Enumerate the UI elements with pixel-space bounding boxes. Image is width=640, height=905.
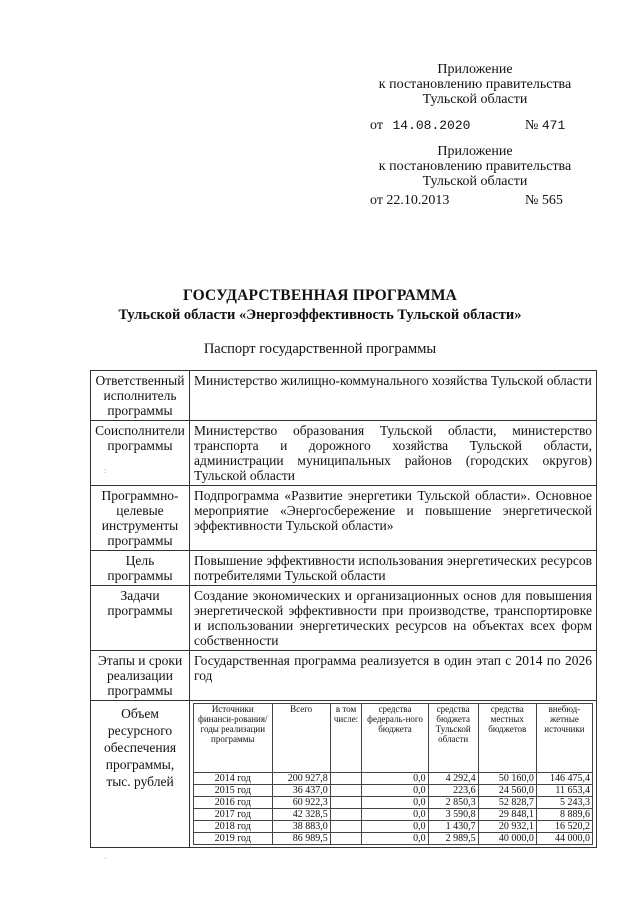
finance-cell-total: 38 883,0 (272, 821, 330, 833)
finance-row (194, 797, 593, 809)
finance-cell-empty (330, 785, 362, 797)
scan-mark: · (104, 854, 107, 863)
finance-cell-reg: 223,6 (428, 785, 478, 797)
finance-cell-empty (330, 809, 362, 821)
program-title: ГОСУДАРСТВЕННАЯ ПРОГРАММА (182, 287, 458, 304)
date-new: 14.08.2020 (392, 118, 471, 133)
finance-cell-loc: 50 160,0 (478, 773, 536, 785)
finance-row (194, 833, 593, 845)
decree-new-line (370, 118, 580, 134)
finance-cell-year: 2016 год (194, 797, 273, 809)
passport-label: Этапы и сроки реализации программы (91, 651, 190, 701)
date-new-prefix: от (370, 118, 383, 133)
passport-value: Подпрограмма «Развитие энергетики Тульской области». Основное мероприятие «Энергосбережение и повышение энергетической эффективности Тульской области» (190, 486, 597, 551)
finance-cell-reg: 1 430,7 (428, 821, 478, 833)
finance-cell-fed: 0,0 (362, 773, 428, 785)
finance-cell-total: 86 989,5 (272, 833, 330, 845)
finance-cell-year: 2015 год (194, 785, 273, 797)
finance-cell-fed: 0,0 (362, 833, 428, 845)
finance-cell-fed: 0,0 (362, 785, 428, 797)
passport-heading: Паспорт государственной программы (203, 341, 437, 357)
appendix-old (370, 144, 580, 189)
finance-cell-empty (330, 797, 362, 809)
finance-row (194, 809, 593, 821)
program-subtitle: Тульской области «Энергоэффективность Тульской области» (118, 307, 522, 323)
appendix-old-line: Приложение (437, 144, 513, 159)
decree-new-number (525, 118, 565, 134)
passport-row (91, 421, 597, 486)
passport-row (91, 586, 597, 651)
finance-cell-empty (330, 833, 362, 845)
finance-header-row (194, 704, 593, 773)
finance-cell-ext: 5 243,3 (536, 797, 592, 809)
finance-header: средства бюджета Тульской области (428, 704, 478, 773)
finance-cell-loc: 40 000,0 (478, 833, 536, 845)
scan-mark: : (104, 466, 107, 475)
finance-cell-year: 2019 год (194, 833, 273, 845)
appendix-new-line: Приложение (437, 62, 513, 77)
finance-cell-ext: 146 475,4 (536, 773, 592, 785)
finance-cell-fed: 0,0 (362, 809, 428, 821)
finance-cell-year: 2014 год (194, 773, 273, 785)
finance-cell-loc: 20 932,1 (478, 821, 536, 833)
date-old: от 22.10.2013 (370, 193, 450, 208)
passport-label: Задачи программы (91, 586, 190, 651)
passport-value: Министерство образования Тульской области, министерство транспорта и дорожного хозяйства Тульской области, администрации муниципальных районов (городских округов) Тульской области (190, 421, 597, 486)
finance-row (194, 821, 593, 833)
finance-cell-year: 2018 год (194, 821, 273, 833)
appendix-old-line: Тульской области (422, 174, 528, 189)
finance-header: средства местных бюджетов (478, 704, 536, 773)
passport-row (91, 551, 597, 586)
finance-cell-reg: 2 989,5 (428, 833, 478, 845)
appendix-new (370, 62, 580, 107)
finance-header: Источники финанси-рования/ годы реализации программы (194, 704, 273, 773)
finance-cell-ext: 44 000,0 (536, 833, 592, 845)
passport-table (90, 370, 597, 848)
passport-row-finance (91, 701, 597, 848)
num-old: № 565 (525, 193, 563, 208)
finance-header: средства федераль-ного бюджета (362, 704, 428, 773)
finance-cell-reg: 4 292,4 (428, 773, 478, 785)
finance-cell-total: 36 437,0 (272, 785, 330, 797)
finance-body (194, 773, 593, 845)
passport-row (91, 371, 597, 421)
finance-cell-total: 200 927,8 (272, 773, 330, 785)
finance-cell-ext: 8 889,6 (536, 809, 592, 821)
finance-cell-ext: 16 520,2 (536, 821, 592, 833)
passport-value: Создание экономических и организационных основ для повышения энергетической эффективности при производстве, транспортировке и использовании энергетических ресурсов на объектах всех форм собственности (190, 586, 597, 651)
appendix-new-line: Тульской области (422, 92, 528, 107)
passport-label: Соисполнители программы (91, 421, 190, 486)
finance-cell-reg: 3 590,8 (428, 809, 478, 821)
passport-value: Министерство жилищно-коммунального хозяйства Тульской области (190, 371, 597, 421)
passport-label: Программно-целевые инструменты программы (91, 486, 190, 551)
passport-value: Повышение эффективности использования энергетических ресурсов потребителями Тульской области (190, 551, 597, 586)
finance-cell-ext: 11 653,4 (536, 785, 592, 797)
passport-label: Цель программы (91, 551, 190, 586)
finance-row (194, 785, 593, 797)
finance-cell-loc: 52 828,7 (478, 797, 536, 809)
finance-cell-loc: 24 560,0 (478, 785, 536, 797)
passport-row (91, 486, 597, 551)
appendix-old-line: к постановлению правительства (378, 159, 572, 174)
finance-cell (190, 701, 597, 848)
num-new: 471 (541, 118, 566, 133)
passport-label: Объем ресурсного обеспечения программы, тыс. рублей (91, 701, 190, 848)
finance-cell-loc: 29 848,1 (478, 809, 536, 821)
appendix-new-line: к постановлению правительства (378, 77, 572, 92)
finance-cell-year: 2017 год (194, 809, 273, 821)
num-new-prefix: № (525, 118, 539, 133)
passport-value: Государственная программа реализуется в один этап с 2014 по 2026 год (190, 651, 597, 701)
finance-cell-fed: 0,0 (362, 821, 428, 833)
finance-cell-empty (330, 773, 362, 785)
finance-table (193, 703, 593, 845)
finance-header: в том числе: (330, 704, 362, 773)
finance-cell-total: 42 328,5 (272, 809, 330, 821)
decree-old-line (370, 193, 580, 209)
passport-row (91, 651, 597, 701)
finance-cell-empty (330, 821, 362, 833)
finance-cell-fed: 0,0 (362, 797, 428, 809)
finance-cell-total: 60 922,3 (272, 797, 330, 809)
finance-header: внебюд-жетные источники (536, 704, 592, 773)
passport-label: Ответственный исполнитель программы (91, 371, 190, 421)
finance-row (194, 773, 593, 785)
finance-header: Всего (272, 704, 330, 773)
finance-cell-reg: 2 850,3 (428, 797, 478, 809)
